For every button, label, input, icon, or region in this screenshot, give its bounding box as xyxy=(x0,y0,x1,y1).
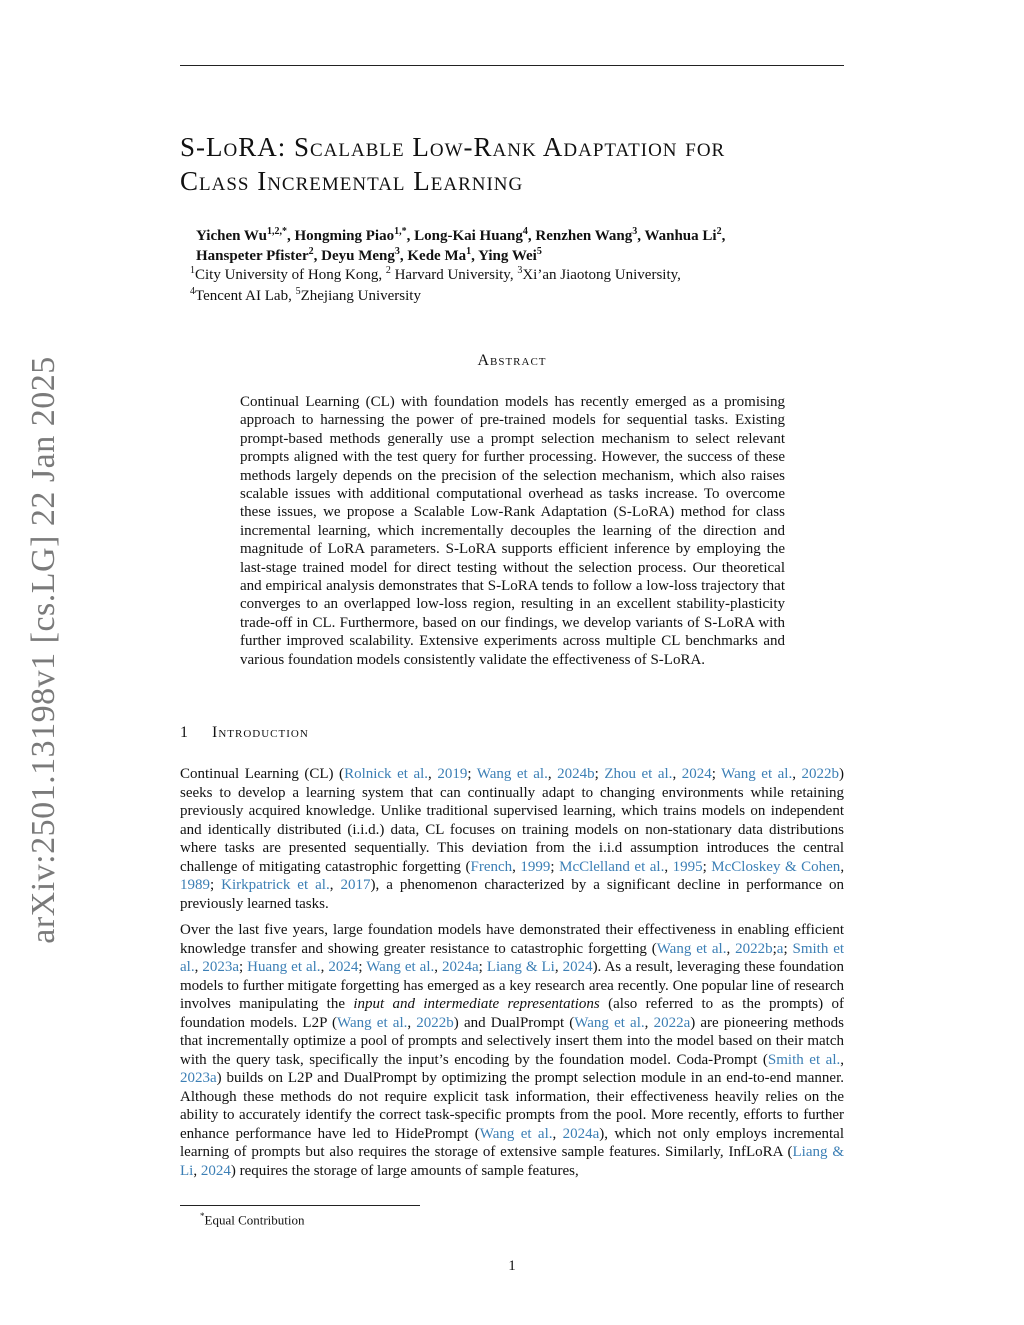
affil-sup: 5 xyxy=(295,286,301,297)
citation-link[interactable]: Wang et al. xyxy=(337,1014,408,1031)
footnote xyxy=(200,1208,305,1228)
citation-link[interactable]: Liang & Li xyxy=(486,959,555,975)
citation-link[interactable]: Zhou et al. xyxy=(604,766,673,782)
citation-link[interactable]: 2022b xyxy=(735,940,773,957)
citation-link[interactable]: French xyxy=(470,858,513,875)
author-sup: 1 xyxy=(466,246,472,257)
citation-link[interactable]: 2024 xyxy=(200,1162,231,1179)
citation-link[interactable]: 2017 xyxy=(340,877,371,893)
affil-sup: 3 xyxy=(517,265,523,276)
footnote-text: Equal Contribution xyxy=(204,1212,305,1228)
arxiv-identifier: arXiv:2501.13198v1 [cs.LG] 22 Jan 2025 xyxy=(25,356,62,944)
citation-link[interactable]: Wang et al. xyxy=(479,1125,553,1142)
author-name: Wanhua Li xyxy=(644,228,717,244)
citation-link[interactable]: Smith et al. xyxy=(767,1051,841,1068)
affil-sup: 1 xyxy=(190,265,195,276)
citation-link[interactable]: Wang et al. xyxy=(721,766,793,782)
paper-title xyxy=(180,130,860,198)
citation-link[interactable]: Wang et al. xyxy=(574,1014,645,1031)
abstract-text: Continual Learning (CL) with foundation models has recently emerged as a promising approach to harnessing the power of pre-trained models for sequential tasks. Existing prompt-based methods generally use a prompt selection mechanism to select relevant prompts aligned with the test query for further processing. However, the success of these methods largely depends on the precision of the selection mechanism, which also raises scalable issues with additional computational overhead as tasks increase. To overcome these issues, we propose a Scalable Low-Rank Adaptation (S-LoRA) method for class incremental learning, which incrementally decouples the learning of the direction and magnitude of LoRA parameters. S-LoRA supports efficient inference by employing the last-stage trained model for direct testing without the selection process. Our theoretical and empirical analysis demonstrates that S-LoRA tends to follow a low-loss trajectory that converges to an overlapped low-loss region, resulting in an excellent stability-plasticity trade-off in CL. Furthermore, based on our findings, we develop variants of S-LoRA with further improved scalability. Extensive experiments across multiple CL benchmarks and various foundation models consistently validate the effectiveness of S-LoRA. xyxy=(240,394,785,668)
intro-paragraph-1: Continual Learning (CL) (Rolnick et al., 2019; Wang et al., 2024b; Zhou et al., 2024; Wang et al., 2022b) seeks to develop a learning system that can continually adapt to changing environments while retaining previously acquired knowledge. Unlike traditional supervised learning, which trains models on independent and identically distributed (i.i.d.) data, CL focuses on training models on non-stationary data distributions where tasks are presented sequentially. This deviation from the i.i.d assumption introduces the central challenge of mitigating catastrophic forgetting (French, 1999; McClelland et al., 1995; McCloskey & Cohen, 1989; Kirkpatrick et al., 2017), a phenomenon characterized by a significant decline in performance on previously learned tasks. xyxy=(180,766,845,912)
author-sup: 2 xyxy=(308,246,314,257)
abstract-heading: Abstract xyxy=(477,352,547,369)
section-heading xyxy=(180,724,309,742)
citation-link[interactable]: 2023a xyxy=(180,1070,217,1086)
citation-link[interactable]: 1999 xyxy=(520,858,551,875)
affiliations xyxy=(190,265,840,307)
author-name: Hanspeter Pfister xyxy=(196,248,309,264)
citation-link[interactable]: a xyxy=(776,940,784,957)
citation-link[interactable]: 2022b xyxy=(801,766,840,782)
citation-link[interactable]: 2024a xyxy=(441,959,479,975)
top-rule xyxy=(180,65,844,66)
citation-link[interactable]: 1989 xyxy=(180,877,210,893)
author-list: Yichen $Wu^{1,2,*}$, Hongming Piao$^{1,*}$, Long-Kai Huang$^4$, Renzhen Wang$^3$, Wanhua Li$^2$, Hanspeter Pfister$^2$, Deyu Meng$^3$, Kede Ma$^1$, Ying Wei$^5$ xyxy=(196,226,726,264)
citation-link[interactable]: Liang & Li xyxy=(180,1144,844,1179)
citation-link[interactable]: Smith et al. xyxy=(180,940,845,975)
citation-link[interactable]: 2024 xyxy=(328,959,359,975)
section-title: Introduction xyxy=(212,724,309,741)
affil-sup: 2 xyxy=(385,265,391,276)
citation-link[interactable]: Huang et al. xyxy=(247,959,321,975)
citation-link[interactable]: Wang et al. xyxy=(366,959,435,975)
citation-link[interactable]: 2024 xyxy=(681,766,712,782)
author-sup: 3 xyxy=(394,246,400,257)
author-sup: 2 xyxy=(716,226,722,237)
author-name: Ying Wei xyxy=(478,248,537,264)
affil-text: Xi’an Jiaotong University, xyxy=(522,267,681,283)
citation-link[interactable]: 2024 xyxy=(562,959,593,975)
author-sup: 5 xyxy=(536,246,542,257)
affil-text: Zhejiang University xyxy=(300,288,421,304)
citation-link[interactable]: 2024b xyxy=(557,766,595,782)
citation-link[interactable]: Wang et al. xyxy=(656,940,727,957)
author-sup: 1,2,* xyxy=(267,226,287,237)
citation-link[interactable]: Kirkpatrick et al. xyxy=(221,877,330,893)
citation-link[interactable]: 2022a xyxy=(653,1014,691,1031)
citation-link[interactable]: 1995 xyxy=(672,858,703,875)
author-sup: 4 xyxy=(522,226,528,237)
citation-link[interactable]: Wang et al. xyxy=(476,766,548,782)
title-line-1: S-LoRA: Scalable Low-Rank Adaptation for xyxy=(180,132,726,162)
author-sup: 1,* xyxy=(394,226,407,237)
section-number: 1 xyxy=(180,724,189,741)
citation-link[interactable]: 2019 xyxy=(437,766,468,782)
affil-text: Harvard University, xyxy=(390,267,518,283)
emphasis: input and intermediate representations xyxy=(353,996,600,1012)
author-name: Hongming Piao xyxy=(294,228,395,244)
author-name: Yichen Wu xyxy=(196,228,267,244)
author-name: Deyu Meng xyxy=(321,248,395,264)
citation-link[interactable]: 2022b xyxy=(416,1014,454,1031)
author-name: Kede Ma xyxy=(407,248,467,264)
affil-text: Tencent AI Lab, xyxy=(195,288,296,304)
footnote-mark: * xyxy=(200,1211,205,1221)
author-name: Long-Kai Huang xyxy=(414,228,523,244)
page-number: 1 xyxy=(508,1258,516,1274)
intro-paragraph-2: Over the last five years, large foundation models have demonstrated their effectiveness in enabling efficient knowledge transfer and showing greater resistance to catastrophic forgetting (Wang et al., 2022b;a; Smith et al., 2023a; Huang et al., 2024; Wang et al., 2024a; Liang & Li, 2024). As a result, leveraging these foundation models to further mitigate forgetting has emerged as a key research area recently. One popular line of research involves manipulating the input and intermediate representations (also referred to as the prompts) of foundation models. L2P (Wang et al., 2022b) and DualPrompt (Wang et al., 2022a) are pioneering methods that incrementally optimize a pool of prompts and selectively insert them into the model based on their match with the query task, specifically the input’s encoding by the foundation model. Coda-Prompt (Smith et al., 2023a) builds on L2P and DualPrompt by optimizing the prompt selection module in an end-to-end manner. Although these methods do not require explicit task information, their effectiveness heavily relies on the ability to accurately identify the correct task-specific prompts from the pool. More recently, efforts to further enhance performance have led to HidePrompt (Wang et al., 2024a), which not only employs incremental learning of prompts but also requires the storage of extensive sample features. Similarly, InfLoRA (Liang & Li, 2024) requires the storage of large amounts of sample features, xyxy=(180,922,845,1179)
author-sup: 3 xyxy=(632,226,638,237)
citation-link[interactable]: 2024a xyxy=(562,1125,600,1142)
citation-link[interactable]: Rolnick et al. xyxy=(344,766,429,782)
footnote-rule xyxy=(180,1205,420,1206)
citation-link[interactable]: 2023a xyxy=(202,959,239,975)
affil-text: City University of Hong Kong, xyxy=(195,267,386,283)
citation-link[interactable]: McCloskey & Cohen xyxy=(711,858,841,875)
affil-sup: 4 xyxy=(190,286,195,297)
title-line-2: Class Incremental Learning xyxy=(180,166,524,196)
citation-link[interactable]: McClelland et al. xyxy=(559,858,665,875)
author-name: Renzhen Wang xyxy=(535,228,633,244)
